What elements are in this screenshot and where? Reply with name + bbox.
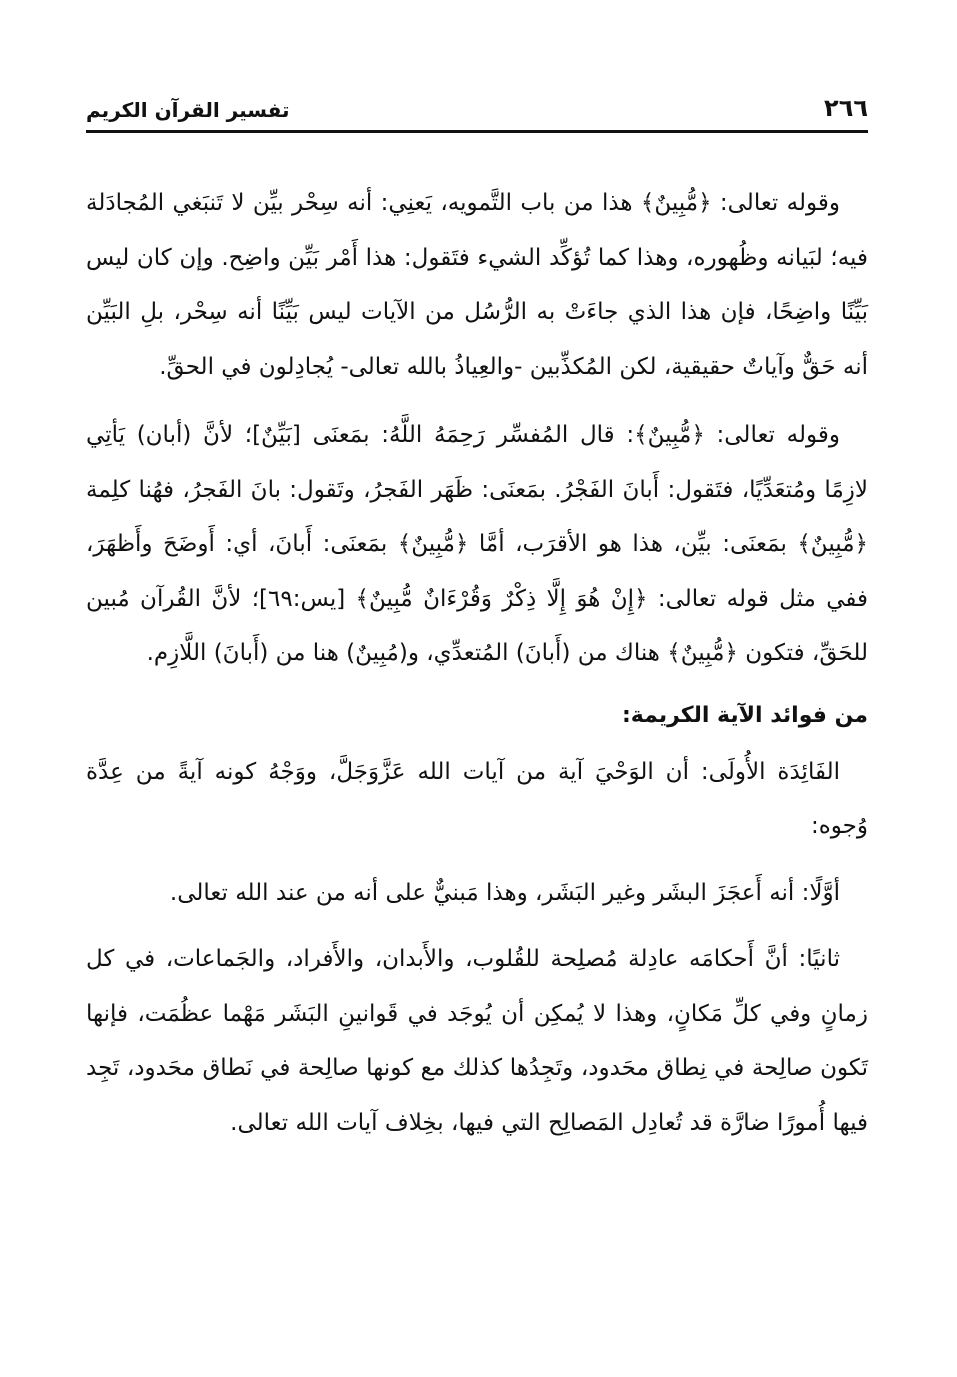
page-body xyxy=(86,176,868,1150)
benefit-point-second: ثانيًا: أنَّ أَحكامَه عادِلة مُصلِحة للقُلوب، والأَبدان، والأَفراد، والجَماعات، في كل زمانٍ وفي كلِّ مَكانٍ، وهذا لا يُمكِن أن يُوجَد في قَوانينِ البَشَر مَهْما عظُمَت، فإنها تَكون صالِحة في نِطاق محَدود، وتَجِدُها كذلك مع كونها صالِحة في نَطاق محَدود، تَجِد فيها أُمورًا ضارَّة قد تُعادِل المَصالِح التي فيها، بخِلاف آيات الله تعالى. xyxy=(86,946,868,1136)
header-divider xyxy=(86,130,868,133)
section-heading-benefits: من فوائد الآية الكريمة: xyxy=(621,702,868,728)
page-header xyxy=(86,92,868,128)
paragraph-mubin-deception: وقوله تعالى: ﴿مُّبِينٌ﴾ هذا من باب التَّمويه، يَعنِي: أنه سِحْر بيِّن لا تَنبَغي المُجادَلة فيه؛ لبَيانه وظُهوره، وهذا كما تُؤكِّد الشيء فتَقول: هذا أَمْر بَيِّن واضِح. وإن كان ليس بَيِّنًا واضِحًا، فإن هذا الذي جاءَتْ به الرُّسُل من الآيات ليس بَيِّنًا أنه سِحْر، بلِ البَيِّن أنه حَقٌّ وآياتٌ حقيقية، لكن المُكذِّبين -والعِياذُ بالله تعالى- يُجادِلون في الحقِّ. xyxy=(86,190,868,380)
benefit-first: الفَائِدَة الأُولَى: أن الوَحْيَ آية من آيات الله عَزَّوَجَلَّ، ووَجْهُ كونه آيةً من عِدَّة وُجوه: xyxy=(86,758,868,839)
page-number: ٢٦٦ xyxy=(824,94,868,122)
benefit-point-first: أوَّلًا: أنه أَعجَزَ البشَر وغير البَشَر، وهذا مَبنيٌّ على أنه من عند الله تعالى. xyxy=(169,879,840,906)
paragraph-mubin-meaning: وقوله تعالى: ﴿مُّبِينٌ﴾: قال المُفسِّر رَحِمَهُ اللَّهُ: بمَعنَى [بَيِّنٌ]؛ لأنَّ (أبان) يَأتِي لازِمًا ومُتعَدِّيًا، فتَقول: أَبانَ الفَجْرُ. بمَعنَى: ظَهَر الفَجرُ، وتَقول: بانَ الفَجرُ، فهُنا كلِمة ﴿مُّبِينٌ﴾ بمَعنَى: بيِّن، هذا هو الأقرَب، أمَّا ﴿مُّبِينٌ﴾ بمَعنَى: أَبانَ، أي: أَوضَحَ وأَظهَرَ، ففي مثل قوله تعالى: ﴿إِنْ هُوَ إِلَّا ذِكْرٌ وَقُرْءَانٌ مُّبِينٌ﴾ [يس:٦٩]؛ لأنَّ القُرآن مُبين للحَقِّ، فتكون ﴿مُّبِينٌ﴾ هناك من (أَبانَ) المُتعدِّي، و(مُبِينٌ) هنا من (أَبانَ) اللَّازِم. xyxy=(86,422,868,666)
running-title: تفسير القرآن الكريم xyxy=(86,98,290,122)
